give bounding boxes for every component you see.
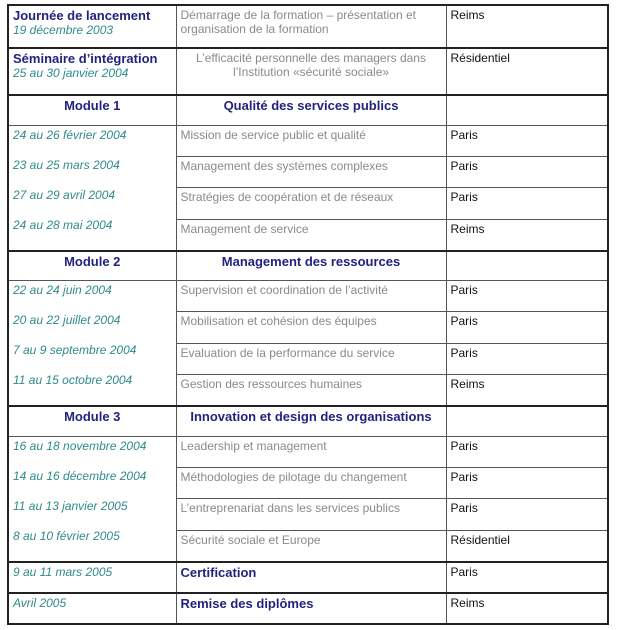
session-dates-cell bbox=[8, 436, 176, 562]
activity-cell: Gestion des ressources humaines bbox=[176, 375, 446, 406]
location-cell: Reims bbox=[446, 593, 608, 624]
event-title-cell bbox=[8, 5, 176, 48]
location-cell: Reims bbox=[446, 219, 608, 250]
activity-cell: L’entreprenariat dans les services publics bbox=[176, 499, 446, 530]
location-cell: Paris bbox=[446, 343, 608, 374]
session-date: 20 au 22 juillet 2004 bbox=[13, 313, 121, 327]
event-date: 25 au 30 janvier 2004 bbox=[13, 66, 129, 80]
session-date: 24 au 28 mai 2004 bbox=[13, 217, 113, 232]
location-cell: Paris bbox=[446, 562, 608, 593]
event-title-cell bbox=[8, 48, 176, 95]
module-theme: Management des ressources bbox=[176, 251, 446, 281]
empty-cell bbox=[446, 251, 608, 281]
session-date: 22 au 24 juin 2004 bbox=[13, 283, 112, 297]
session-date: 11 au 15 octobre 2004 bbox=[13, 373, 133, 387]
activity-cell: Stratégies de coopération et de réseaux bbox=[176, 188, 446, 219]
event-date: 19 décembre 2003 bbox=[13, 23, 114, 37]
session-dates-cell bbox=[8, 281, 176, 407]
event-date: Avril 2005 bbox=[8, 593, 176, 624]
location-cell: Paris bbox=[446, 156, 608, 187]
activity-cell: Sécurité sociale et Europe bbox=[176, 530, 446, 561]
activity-cell: Evaluation de la performance du service bbox=[176, 343, 446, 374]
activity-cell: Démarrage de la formation – présentation et organisation de la formation bbox=[176, 5, 446, 48]
event-date: 9 au 11 mars 2005 bbox=[8, 562, 176, 593]
session-date: 8 au 10 février 2005 bbox=[13, 528, 120, 543]
location-cell: Paris bbox=[446, 467, 608, 498]
location-cell: Paris bbox=[446, 436, 608, 467]
module-label: Module 3 bbox=[8, 406, 176, 436]
location-cell: Résidentiel bbox=[446, 530, 608, 561]
session-date: 14 au 16 décembre 2004 bbox=[13, 468, 147, 483]
session-date: 24 au 26 février 2004 bbox=[13, 127, 127, 142]
training-schedule-table bbox=[7, 4, 609, 625]
session-date: 23 au 25 mars 2004 bbox=[13, 157, 120, 172]
activity-cell: Leadership et management bbox=[176, 436, 446, 467]
empty-cell bbox=[446, 406, 608, 436]
event-title: Certification bbox=[176, 562, 446, 593]
session-date: 16 au 18 novembre 2004 bbox=[13, 438, 147, 453]
event-title: Séminaire d’intégration bbox=[13, 51, 158, 66]
event-title: Remise des diplômes bbox=[176, 593, 446, 624]
session-date: 7 au 9 septembre 2004 bbox=[13, 343, 137, 357]
location-cell: Paris bbox=[446, 499, 608, 530]
activity-cell: L’efficacité personnelle des managers dans l’Institution «sécurité sociale» bbox=[176, 48, 446, 95]
session-date: 27 au 29 avril 2004 bbox=[13, 187, 116, 202]
module-label: Module 2 bbox=[8, 251, 176, 281]
activity-cell: Management des systèmes complexes bbox=[176, 156, 446, 187]
activity-cell: Mission de service public et qualité bbox=[176, 125, 446, 156]
location-cell: Paris bbox=[446, 281, 608, 312]
location-cell: Reims bbox=[446, 375, 608, 406]
session-dates-cell bbox=[8, 125, 176, 251]
event-title: Journée de lancement bbox=[13, 8, 151, 23]
module-label: Module 1 bbox=[8, 95, 176, 125]
location-cell: Paris bbox=[446, 125, 608, 156]
activity-cell: Mobilisation et cohésion des équipes bbox=[176, 312, 446, 343]
activity-cell: Méthodologies de pilotage du changement bbox=[176, 467, 446, 498]
module-theme: Qualité des services publics bbox=[176, 95, 446, 125]
location-cell: Paris bbox=[446, 188, 608, 219]
activity-cell: Management de service bbox=[176, 219, 446, 250]
session-date: 11 au 13 janvier 2005 bbox=[13, 498, 128, 513]
location-cell: Paris bbox=[446, 312, 608, 343]
empty-cell bbox=[446, 95, 608, 125]
location-cell: Résidentiel bbox=[446, 48, 608, 95]
location-cell: Reims bbox=[446, 5, 608, 48]
module-theme: Innovation et design des organisations bbox=[176, 406, 446, 436]
activity-cell: Supervision et coordination de l’activité bbox=[176, 281, 446, 312]
